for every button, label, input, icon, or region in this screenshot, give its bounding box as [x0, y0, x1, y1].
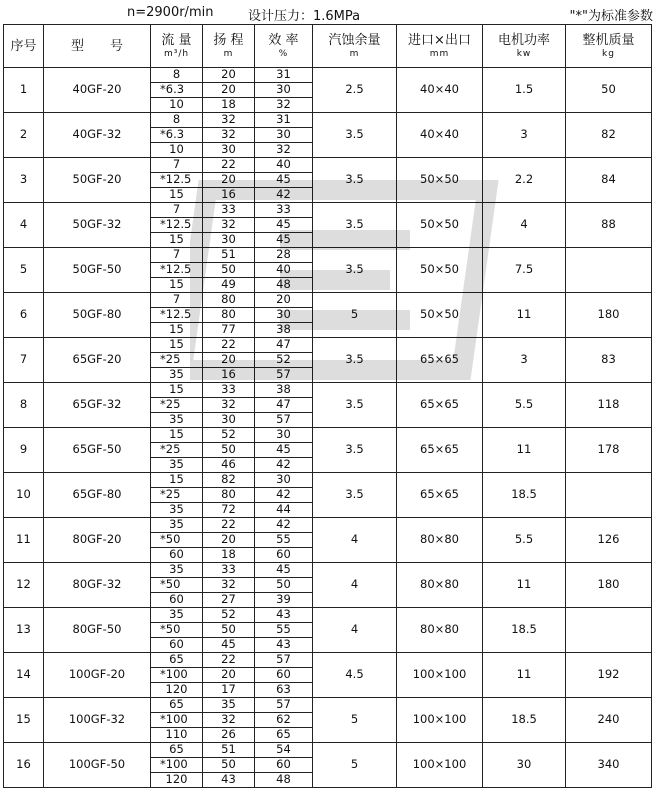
- efficiency-cell: 60: [255, 758, 313, 773]
- flow-cell: *6.3: [151, 128, 203, 143]
- flow-cell: 15: [151, 278, 203, 293]
- ports-cell: 40×40: [397, 113, 483, 158]
- motor-power-cell: 3: [483, 338, 566, 383]
- mass-cell: 192: [566, 653, 652, 698]
- head-cell: 27: [203, 593, 255, 608]
- efficiency-cell: 57: [255, 368, 313, 383]
- head-cell: 72: [203, 503, 255, 518]
- efficiency-cell: 32: [255, 98, 313, 113]
- head-cell: 30: [203, 143, 255, 158]
- npsh-cell: 3.5: [313, 338, 397, 383]
- head-cell: 46: [203, 458, 255, 473]
- model-cell: 65GF-80: [44, 473, 151, 518]
- flow-cell: 15: [151, 323, 203, 338]
- efficiency-cell: 42: [255, 488, 313, 503]
- efficiency-cell: 28: [255, 248, 313, 263]
- table-body: [4, 68, 652, 788]
- efficiency-cell: 38: [255, 383, 313, 398]
- flow-cell: 35: [151, 413, 203, 428]
- model-cell: 100GF-20: [44, 653, 151, 698]
- mass-cell: 50: [566, 68, 652, 113]
- flow-cell: 35: [151, 608, 203, 623]
- head-cell: 22: [203, 518, 255, 533]
- efficiency-cell: 39: [255, 593, 313, 608]
- row-number-cell: 15: [4, 698, 44, 743]
- flow-cell: 60: [151, 593, 203, 608]
- npsh-cell: 3.5: [313, 203, 397, 248]
- speed-label: n=2900r/min: [127, 5, 214, 20]
- motor-power-cell: 11: [483, 563, 566, 608]
- flow-cell: *6.3: [151, 83, 203, 98]
- npsh-cell: 3.5: [313, 383, 397, 428]
- flow-cell: 10: [151, 143, 203, 158]
- pump-spec-table: [3, 24, 652, 788]
- flow-cell: 7: [151, 248, 203, 263]
- efficiency-cell: 57: [255, 653, 313, 668]
- efficiency-cell: 55: [255, 623, 313, 638]
- head-cell: 20: [203, 83, 255, 98]
- npsh-cell: 4: [313, 518, 397, 563]
- flow-cell: *100: [151, 758, 203, 773]
- head-cell: 20: [203, 533, 255, 548]
- efficiency-cell: 40: [255, 263, 313, 278]
- model-cell: 50GF-20: [44, 158, 151, 203]
- table-row: [4, 248, 652, 263]
- ports-cell: 80×80: [397, 518, 483, 563]
- column-header-label: 效 率: [268, 32, 299, 48]
- efficiency-cell: 63: [255, 683, 313, 698]
- table-row: [4, 653, 652, 668]
- head-cell: 80: [203, 308, 255, 323]
- efficiency-cell: 65: [255, 728, 313, 743]
- flow-cell: 10: [151, 98, 203, 113]
- table-row: [4, 563, 652, 578]
- mass-cell: 178: [566, 428, 652, 473]
- flow-cell: 15: [151, 188, 203, 203]
- ports-cell: 65×65: [397, 428, 483, 473]
- column-header-unit: m: [223, 48, 234, 59]
- mass-cell: 180: [566, 293, 652, 338]
- efficiency-cell: 31: [255, 113, 313, 128]
- flow-cell: *25: [151, 398, 203, 413]
- column-header-unit: kw: [516, 48, 532, 59]
- table-row: [4, 743, 652, 758]
- head-cell: 49: [203, 278, 255, 293]
- column-header-label: 整机质量: [582, 32, 635, 48]
- column-header-label: 序号: [10, 38, 37, 54]
- flow-cell: 7: [151, 203, 203, 218]
- head-cell: 20: [203, 668, 255, 683]
- row-number-cell: 10: [4, 473, 44, 518]
- column-header: [483, 25, 566, 68]
- head-cell: 52: [203, 608, 255, 623]
- mass-cell: 84: [566, 158, 652, 203]
- efficiency-cell: 40: [255, 158, 313, 173]
- column-header-unit: mm: [429, 48, 450, 59]
- mass-cell: 126: [566, 518, 652, 563]
- head-cell: 30: [203, 233, 255, 248]
- flow-cell: 7: [151, 158, 203, 173]
- mass-cell: [566, 473, 652, 518]
- efficiency-cell: 52: [255, 353, 313, 368]
- flow-cell: 120: [151, 773, 203, 788]
- table-row: [4, 428, 652, 443]
- efficiency-cell: 43: [255, 608, 313, 623]
- head-cell: 18: [203, 548, 255, 563]
- npsh-cell: 3.5: [313, 248, 397, 293]
- motor-power-cell: 30: [483, 743, 566, 788]
- head-cell: 32: [203, 713, 255, 728]
- motor-power-cell: 7.5: [483, 248, 566, 293]
- efficiency-cell: 30: [255, 83, 313, 98]
- head-cell: 50: [203, 443, 255, 458]
- npsh-cell: 2.5: [313, 68, 397, 113]
- flow-cell: 15: [151, 383, 203, 398]
- flow-cell: 8: [151, 68, 203, 83]
- head-cell: 22: [203, 653, 255, 668]
- mass-cell: 118: [566, 383, 652, 428]
- ports-cell: 80×80: [397, 608, 483, 653]
- npsh-cell: 3.5: [313, 113, 397, 158]
- ports-cell: 80×80: [397, 563, 483, 608]
- flow-cell: 7: [151, 293, 203, 308]
- flow-cell: 35: [151, 518, 203, 533]
- model-cell: 50GF-50: [44, 248, 151, 293]
- model-cell: 80GF-50: [44, 608, 151, 653]
- model-cell: 100GF-50: [44, 743, 151, 788]
- column-header: [397, 25, 483, 68]
- flow-cell: 65: [151, 653, 203, 668]
- head-cell: 33: [203, 563, 255, 578]
- efficiency-cell: 20: [255, 293, 313, 308]
- table-row: [4, 473, 652, 488]
- efficiency-cell: 30: [255, 473, 313, 488]
- head-cell: 33: [203, 383, 255, 398]
- efficiency-cell: 50: [255, 578, 313, 593]
- motor-power-cell: 5.5: [483, 518, 566, 563]
- flow-cell: *12.5: [151, 308, 203, 323]
- flow-cell: *25: [151, 353, 203, 368]
- flow-cell: 15: [151, 428, 203, 443]
- table-row: [4, 293, 652, 308]
- table-row: [4, 203, 652, 218]
- flow-cell: *50: [151, 533, 203, 548]
- head-cell: 32: [203, 398, 255, 413]
- flow-cell: 65: [151, 743, 203, 758]
- column-header-label: 汽蚀余量: [328, 32, 381, 48]
- head-cell: 32: [203, 128, 255, 143]
- column-header: [313, 25, 397, 68]
- flow-cell: 15: [151, 338, 203, 353]
- column-header: [44, 25, 151, 68]
- motor-power-cell: 3: [483, 113, 566, 158]
- flow-cell: *100: [151, 713, 203, 728]
- column-header-label: 扬 程: [213, 32, 244, 48]
- flow-cell: *50: [151, 623, 203, 638]
- head-cell: 26: [203, 728, 255, 743]
- flow-cell: 110: [151, 728, 203, 743]
- npsh-cell: 3.5: [313, 158, 397, 203]
- flow-cell: 60: [151, 638, 203, 653]
- head-cell: 33: [203, 203, 255, 218]
- efficiency-cell: 45: [255, 233, 313, 248]
- head-cell: 51: [203, 743, 255, 758]
- head-cell: 17: [203, 683, 255, 698]
- motor-power-cell: 2.2: [483, 158, 566, 203]
- flow-cell: 8: [151, 113, 203, 128]
- ports-cell: 65×65: [397, 473, 483, 518]
- column-header-label: 型 号: [70, 38, 123, 54]
- motor-power-cell: 11: [483, 428, 566, 473]
- efficiency-cell: 45: [255, 563, 313, 578]
- head-cell: 77: [203, 323, 255, 338]
- motor-power-cell: 5.5: [483, 383, 566, 428]
- flow-cell: *12.5: [151, 173, 203, 188]
- motor-power-cell: 4: [483, 203, 566, 248]
- flow-cell: *12.5: [151, 218, 203, 233]
- head-cell: 51: [203, 248, 255, 263]
- column-header-unit: kg: [602, 48, 615, 59]
- efficiency-cell: 60: [255, 548, 313, 563]
- column-header-unit: m³/h: [163, 48, 190, 59]
- row-number-cell: 2: [4, 113, 44, 158]
- npsh-cell: 4.5: [313, 653, 397, 698]
- efficiency-cell: 54: [255, 743, 313, 758]
- efficiency-cell: 45: [255, 173, 313, 188]
- table-row: [4, 113, 652, 128]
- npsh-cell: 3.5: [313, 473, 397, 518]
- flow-cell: 15: [151, 233, 203, 248]
- flow-cell: 35: [151, 368, 203, 383]
- head-cell: 22: [203, 338, 255, 353]
- efficiency-cell: 30: [255, 428, 313, 443]
- table-row: [4, 608, 652, 623]
- efficiency-cell: 42: [255, 188, 313, 203]
- column-header-label: 进口×出口: [408, 32, 471, 48]
- table-row: [4, 158, 652, 173]
- efficiency-cell: 33: [255, 203, 313, 218]
- motor-power-cell: 18.5: [483, 608, 566, 653]
- motor-power-cell: 18.5: [483, 698, 566, 743]
- row-number-cell: 16: [4, 743, 44, 788]
- head-cell: 16: [203, 188, 255, 203]
- model-cell: 100GF-32: [44, 698, 151, 743]
- flow-cell: 65: [151, 698, 203, 713]
- column-header: [255, 25, 313, 68]
- ports-cell: 100×100: [397, 743, 483, 788]
- column-header: [4, 25, 44, 68]
- flow-cell: 35: [151, 458, 203, 473]
- model-cell: 40GF-20: [44, 68, 151, 113]
- flow-cell: *50: [151, 578, 203, 593]
- flow-cell: 15: [151, 473, 203, 488]
- table-row: [4, 698, 652, 713]
- flow-cell: 60: [151, 548, 203, 563]
- efficiency-cell: 48: [255, 773, 313, 788]
- head-cell: 32: [203, 578, 255, 593]
- flow-cell: 35: [151, 563, 203, 578]
- model-cell: 80GF-20: [44, 518, 151, 563]
- row-number-cell: 8: [4, 383, 44, 428]
- efficiency-cell: 32: [255, 143, 313, 158]
- efficiency-cell: 45: [255, 218, 313, 233]
- ports-cell: 100×100: [397, 653, 483, 698]
- model-cell: 50GF-32: [44, 203, 151, 248]
- head-cell: 52: [203, 428, 255, 443]
- efficiency-cell: 42: [255, 458, 313, 473]
- table-row: [4, 518, 652, 533]
- flow-cell: *12.5: [151, 263, 203, 278]
- efficiency-cell: 30: [255, 308, 313, 323]
- row-number-cell: 13: [4, 608, 44, 653]
- table-row: [4, 68, 652, 83]
- efficiency-cell: 48: [255, 278, 313, 293]
- ports-cell: 50×50: [397, 293, 483, 338]
- mass-cell: 240: [566, 698, 652, 743]
- npsh-cell: 5: [313, 293, 397, 338]
- npsh-cell: 3.5: [313, 428, 397, 473]
- column-header: [566, 25, 652, 68]
- mass-cell: 88: [566, 203, 652, 248]
- table-header-row: [4, 25, 652, 68]
- ports-cell: 65×65: [397, 338, 483, 383]
- npsh-cell: 4: [313, 608, 397, 653]
- npsh-cell: 5: [313, 698, 397, 743]
- column-header-label: 电机功率: [497, 32, 550, 48]
- row-number-cell: 5: [4, 248, 44, 293]
- mass-cell: 83: [566, 338, 652, 383]
- table-row: [4, 383, 652, 398]
- pressure-label: 设计压力：1.6MPa: [248, 9, 361, 24]
- flow-cell: *100: [151, 668, 203, 683]
- head-cell: 45: [203, 638, 255, 653]
- npsh-cell: 4: [313, 563, 397, 608]
- motor-power-cell: 1.5: [483, 68, 566, 113]
- efficiency-cell: 45: [255, 443, 313, 458]
- ports-cell: 100×100: [397, 698, 483, 743]
- row-number-cell: 9: [4, 428, 44, 473]
- mass-cell: [566, 248, 652, 293]
- efficiency-cell: 57: [255, 413, 313, 428]
- efficiency-cell: 30: [255, 128, 313, 143]
- flow-cell: 35: [151, 503, 203, 518]
- efficiency-cell: 55: [255, 533, 313, 548]
- column-header: [203, 25, 255, 68]
- row-number-cell: 6: [4, 293, 44, 338]
- efficiency-cell: 43: [255, 638, 313, 653]
- head-cell: 20: [203, 173, 255, 188]
- efficiency-cell: 44: [255, 503, 313, 518]
- ports-cell: 50×50: [397, 248, 483, 293]
- head-cell: 30: [203, 413, 255, 428]
- head-cell: 50: [203, 623, 255, 638]
- column-header-unit: m: [349, 48, 360, 59]
- efficiency-cell: 38: [255, 323, 313, 338]
- head-cell: 22: [203, 158, 255, 173]
- mass-cell: 340: [566, 743, 652, 788]
- flow-cell: 120: [151, 683, 203, 698]
- row-number-cell: 1: [4, 68, 44, 113]
- table-row: [4, 338, 652, 353]
- row-number-cell: 14: [4, 653, 44, 698]
- head-cell: 20: [203, 68, 255, 83]
- ports-cell: 50×50: [397, 158, 483, 203]
- row-number-cell: 11: [4, 518, 44, 563]
- mass-cell: 82: [566, 113, 652, 158]
- head-cell: 82: [203, 473, 255, 488]
- efficiency-cell: 31: [255, 68, 313, 83]
- model-cell: 65GF-50: [44, 428, 151, 473]
- model-cell: 65GF-32: [44, 383, 151, 428]
- mass-cell: 180: [566, 563, 652, 608]
- model-cell: 65GF-20: [44, 338, 151, 383]
- motor-power-cell: 11: [483, 293, 566, 338]
- row-number-cell: 7: [4, 338, 44, 383]
- head-cell: 18: [203, 98, 255, 113]
- head-cell: 50: [203, 758, 255, 773]
- mass-cell: [566, 608, 652, 653]
- head-cell: 35: [203, 698, 255, 713]
- model-cell: 80GF-32: [44, 563, 151, 608]
- flow-cell: *25: [151, 443, 203, 458]
- head-cell: 50: [203, 263, 255, 278]
- column-header-label: 流 量: [161, 32, 192, 48]
- efficiency-cell: 60: [255, 668, 313, 683]
- model-cell: 40GF-32: [44, 113, 151, 158]
- head-cell: 32: [203, 113, 255, 128]
- efficiency-cell: 42: [255, 518, 313, 533]
- efficiency-cell: 47: [255, 338, 313, 353]
- row-number-cell: 12: [4, 563, 44, 608]
- head-cell: 43: [203, 773, 255, 788]
- ports-cell: 65×65: [397, 383, 483, 428]
- npsh-cell: 5: [313, 743, 397, 788]
- standard-note: "*"为标准参数: [569, 9, 653, 24]
- ports-cell: 40×40: [397, 68, 483, 113]
- flow-cell: *25: [151, 488, 203, 503]
- model-cell: 50GF-80: [44, 293, 151, 338]
- row-number-cell: 4: [4, 203, 44, 248]
- head-cell: 20: [203, 353, 255, 368]
- motor-power-cell: 18.5: [483, 473, 566, 518]
- head-cell: 80: [203, 488, 255, 503]
- efficiency-cell: 57: [255, 698, 313, 713]
- ports-cell: 50×50: [397, 203, 483, 248]
- column-header: [151, 25, 203, 68]
- row-number-cell: 3: [4, 158, 44, 203]
- header-line: [0, 0, 656, 24]
- column-header-unit: %: [278, 48, 289, 59]
- head-cell: 32: [203, 218, 255, 233]
- motor-power-cell: 11: [483, 653, 566, 698]
- efficiency-cell: 47: [255, 398, 313, 413]
- head-cell: 16: [203, 368, 255, 383]
- efficiency-cell: 62: [255, 713, 313, 728]
- head-cell: 80: [203, 293, 255, 308]
